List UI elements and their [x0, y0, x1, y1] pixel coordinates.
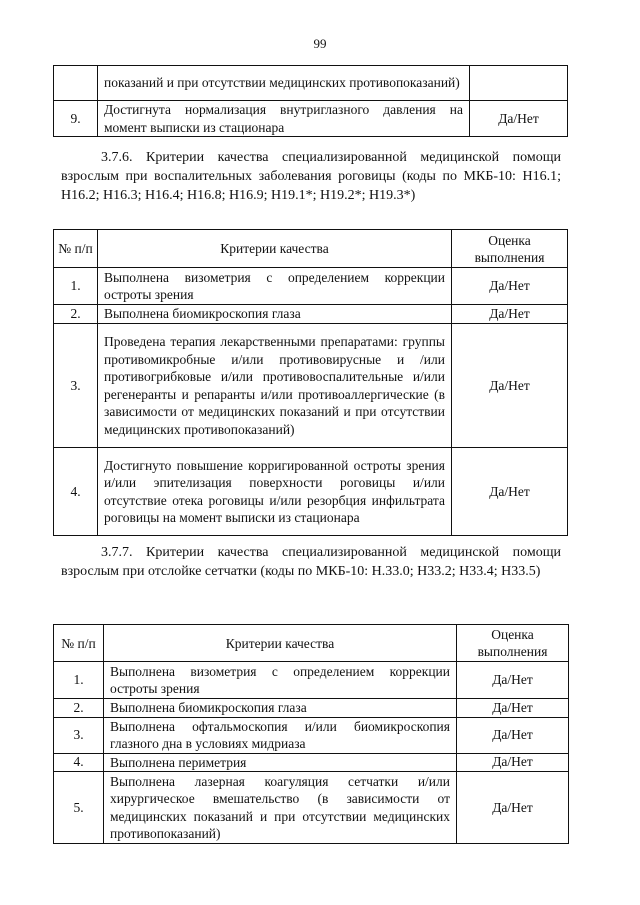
row-score: Да/Нет — [457, 717, 569, 753]
row-score: Да/Нет — [470, 101, 568, 137]
header-number: № п/п — [54, 625, 104, 662]
row-score: Да/Нет — [457, 753, 569, 772]
row-score: Да/Нет — [452, 268, 568, 305]
row-criteria-text: Выполнена лазерная коагуляция сетчатки и/или хирургическое вмешательство (в зависимости от медицинских показаний и при отсутствии медицинских противопоказаний) — [104, 772, 457, 844]
row-number: 3. — [54, 324, 98, 448]
row-criteria-text: показаний и при отсутствии медицинских противопоказаний) — [98, 66, 470, 101]
table-row — [54, 662, 569, 699]
row-criteria-text: Выполнена офтальмоскопия и/или биомикроскопия глазного дна в условиях мидриаза — [104, 717, 457, 753]
row-number: 3. — [54, 717, 104, 753]
row-score: Да/Нет — [452, 305, 568, 324]
table-row — [54, 699, 569, 718]
table-row — [54, 717, 569, 753]
table-row — [54, 772, 569, 844]
section-heading-3-7-6: 3.7.6. Критерии качества специализированной медицинской помощи взрослым при воспалительных заболевания роговицы (коды по МКБ-10: H16.1; H16.2; H16.3; H16.4; H16.8; H16.9; H19.1*; H19.2*; H19.3*) — [61, 150, 561, 203]
row-criteria-text: Выполнена биомикроскопия глаза — [104, 699, 457, 718]
row-score: Да/Нет — [452, 324, 568, 448]
row-score — [470, 66, 568, 101]
row-criteria-text: Достигнута нормализация внутриглазного давления на момент выписки из стационара — [98, 101, 470, 137]
row-score: Да/Нет — [457, 662, 569, 699]
row-number: 9. — [54, 101, 98, 137]
page-number: 99 — [313, 36, 327, 51]
section-heading-3-7-7: 3.7.7. Критерии качества специализированной медицинской помощи взрослым при отслойке сетчатки (коды по МКБ-10: H.33.0; H33.2; H33.4; H33.5) — [61, 545, 561, 579]
table-row — [54, 753, 569, 772]
row-number — [54, 66, 98, 101]
table-row — [54, 66, 568, 101]
row-criteria-text: Выполнена биомикроскопия глаза — [98, 305, 452, 324]
row-score: Да/Нет — [457, 699, 569, 718]
table-row — [54, 101, 568, 137]
criteria-table-keratitis — [53, 229, 568, 536]
row-number: 5. — [54, 772, 104, 844]
criteria-table-retinal-detachment — [53, 624, 569, 844]
table-row — [54, 268, 568, 305]
header-score: Оценка выполнения — [452, 230, 568, 268]
row-criteria-text: Выполнена периметрия — [104, 753, 457, 772]
header-number: № п/п — [54, 230, 98, 268]
header-criteria: Критерии качества — [98, 230, 452, 268]
row-number: 1. — [54, 268, 98, 305]
row-score: Да/Нет — [452, 448, 568, 536]
table-row — [54, 324, 568, 448]
table-header-row — [54, 230, 568, 268]
table-row — [54, 448, 568, 536]
row-number: 1. — [54, 662, 104, 699]
criteria-table-continued — [53, 65, 568, 137]
row-number: 2. — [54, 699, 104, 718]
row-score: Да/Нет — [457, 772, 569, 844]
row-criteria-text: Проведена терапия лекарственными препаратами: группы противомикробные и/или противовирусные и /или противогрибковые и/или противовоспалительные и/или регенеранты и репаранты и/или противоаллергические (в зависимости от медицинских показаний и при отсутствии медицинских противопоказаний) — [98, 324, 452, 448]
row-criteria-text: Выполнена визометрия с определением коррекции остроты зрения — [104, 662, 457, 699]
header-criteria: Критерии качества — [104, 625, 457, 662]
row-criteria-text: Выполнена визометрия с определением коррекции остроты зрения — [98, 268, 452, 305]
row-criteria-text: Достигнуто повышение корригированной остроты зрения и/или эпителизация поверхности роговицы и/или отсутствие отека роговицы и/или резорбция инфильтрата роговицы на момент выписки из стационара — [98, 448, 452, 536]
row-number: 4. — [54, 448, 98, 536]
header-score: Оценка выполнения — [457, 625, 569, 662]
row-number: 4. — [54, 753, 104, 772]
table-header-row — [54, 625, 569, 662]
row-number: 2. — [54, 305, 98, 324]
table-row — [54, 305, 568, 324]
